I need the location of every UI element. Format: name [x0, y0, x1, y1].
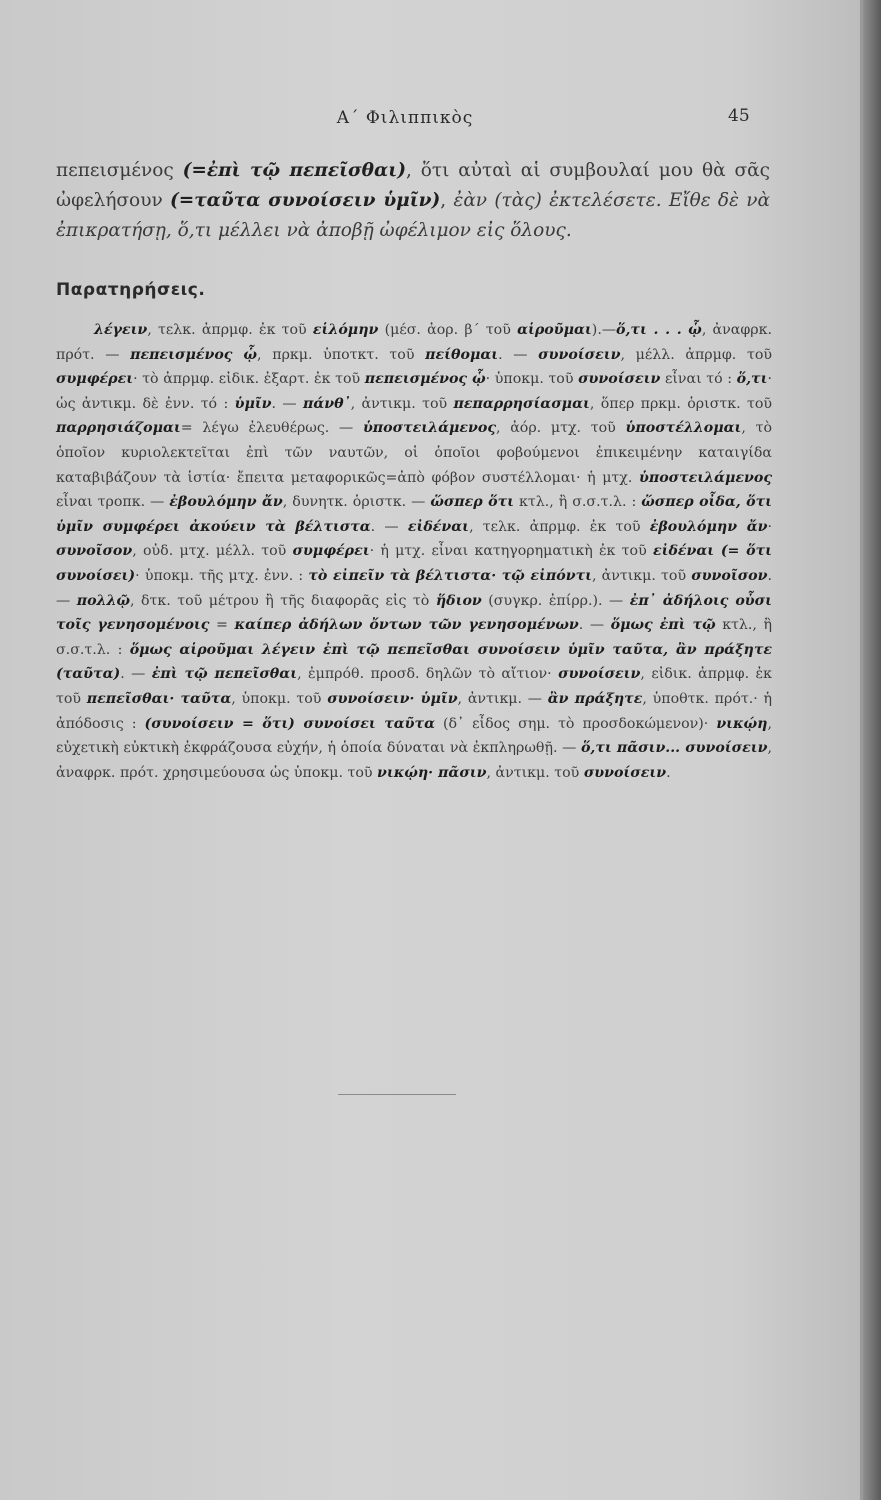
note-text: · ὡς ἀντικμ. δὲ ἐνν. τό : — [56, 371, 772, 412]
note-term: πεπεισμένος ᾧ — [364, 371, 486, 388]
note-term: συνοίσειν — [583, 764, 667, 781]
translation-text: πεπεισμένος — [56, 160, 183, 181]
note-text: , εἰδικ. ἀπρμφ. ἐκ τοῦ — [56, 666, 773, 707]
translation-text-italic: ἐὰν (τὰς) ἐκτελέσετε. Εἴθε δὲ νὰ ἐπικρατήσῃ, ὅ,τι μέλλει νὰ ἀποβῇ ὠφέλιμον εἰς ὅλους. — [56, 190, 770, 241]
note-text: (συγκρ. ἐπίρρ.). — — [481, 592, 630, 609]
note-text: , ὅπερ πρκμ. ὁριστκ. τοῦ — [589, 395, 772, 412]
running-title: Α΄ Φιλιππικὸς — [336, 108, 474, 128]
note-term: ὥσπερ ὅτι — [430, 494, 515, 511]
note-term: συμφέρει — [292, 543, 370, 560]
page-edge — [863, 0, 881, 1500]
note-term: ἂν πράξητε — [547, 690, 643, 707]
notes-section — [56, 318, 772, 785]
note-term: συνοίσειν — [578, 371, 661, 388]
note-term: εἰδέναι (= ὅτι συνοίσει) — [56, 543, 772, 584]
note-text: , ἀντικμ. — — [457, 690, 548, 707]
note-term: ὥσπερ οἶδα, ὅτι ὑμῖν συμφέρει ἀκούειν τὰ βέλτιστα — [56, 494, 773, 535]
note-term: καίπερ ἀδήλων ὄντων τῶν γενησομένων — [234, 617, 579, 634]
note-text: , ἀόρ. μτχ. τοῦ — [495, 420, 626, 437]
note-term: πάνθ᾽ — [302, 395, 351, 412]
note-term: πεπαρρησίασμαι — [453, 395, 590, 412]
note-term: ἐπ᾽ ἀδήλοις οὖσι τοῖς γενησομένοις — [56, 592, 772, 634]
note-term: ὑποστειλάμενος — [362, 420, 496, 437]
note-text: κτλ., ἢ σ.σ.τ.λ. : — [514, 494, 642, 511]
note-text: , ἐμπρόθ. προσδ. δηλῶν τὸ αἴτιον· — [297, 666, 559, 683]
note-text: , ὑποθτκ. πρότ.· ἡ ἀπόδοσις : — [56, 690, 772, 732]
page-number: 45 — [728, 106, 750, 126]
note-text: , πρκμ. ὑποτκτ. τοῦ — [257, 346, 426, 363]
note-term: συνοῖσον — [691, 567, 768, 584]
note-text: = λέγω ἐλευθέρως. — — [180, 420, 363, 437]
note-text: ).— — [591, 322, 617, 338]
translation-text: , ὅτι αὐταὶ αἱ συμβουλαί μου θὰ σᾶς ὠφελήσουν — [56, 160, 771, 211]
note-term: συνοίσειν· ὑμῖν — [327, 690, 458, 707]
note-term: ὑμῖν — [234, 395, 272, 412]
note-text: . — — [370, 518, 408, 535]
translation-gloss: (=ἐπὶ τῷ πεπεῖσθαι) — [182, 160, 406, 181]
note-text: · ὑποκμ. τοῦ — [485, 371, 579, 388]
note-text: · ὑποκμ. τῆς μτχ. ἐνν. : — [135, 567, 309, 584]
note-text: , ὑποκμ. τοῦ — [231, 690, 328, 707]
note-text: , δυνητκ. ὁριστκ. — — [282, 494, 431, 511]
section-heading: Παρατηρήσεις. — [56, 280, 206, 300]
note-text: (μέσ. ἀορ. β΄ τοῦ — [378, 322, 518, 338]
note-term: ἐβουλόμην ἄν — [649, 518, 768, 535]
note-term: νικῴη — [716, 715, 768, 732]
note-text: . — [666, 764, 671, 781]
page-header — [0, 104, 866, 134]
end-rule — [338, 1094, 456, 1095]
note-term: πείθομαι — [425, 346, 499, 363]
note-term: τὸ εἰπεῖν τὰ βέλτιστα· τῷ εἰπόντι — [308, 567, 592, 584]
note-text: , τελκ. ἀπρμφ. ἐκ τοῦ — [147, 322, 313, 338]
note-term: (συνοίσειν = ὅτι) συνοίσει ταῦτα — [144, 715, 435, 732]
note-term: νικῴη· πᾶσιν — [377, 764, 487, 781]
note-text: εἶναι τό : — [660, 371, 737, 388]
note-text: , ἀντικμ. τοῦ — [350, 395, 454, 412]
note-text: . — — [271, 395, 303, 412]
note-term: συνοίσειν — [538, 346, 621, 363]
note-term: ἐβουλόμην ἄν — [169, 494, 283, 511]
note-term: ἐπὶ τῷ πεπεῖσθαι — [151, 666, 298, 683]
note-text: · — [767, 518, 772, 535]
note-term: ὅ,τι — [736, 371, 768, 388]
note-text: · τὸ ἀπρμφ. εἰδικ. ἐξαρτ. ἐκ τοῦ — [133, 371, 365, 388]
note-text: , ἀναφρκ. πρότ. χρησιμεύουσα ὡς ὑποκμ. τοῦ — [56, 740, 772, 781]
note-term: ὅμως ἐπὶ τῷ — [610, 617, 716, 634]
note-text: εἶναι τροπκ. — — [56, 494, 170, 511]
note-term: αἱροῦμαι — [517, 322, 592, 338]
note-term: εἰδέναι — [407, 518, 470, 535]
note-text: , ἀναφρκ. πρότ. — — [56, 322, 772, 363]
note-text: , τελκ. ἀπρμφ. ἐκ τοῦ — [469, 518, 650, 535]
note-term: εἱλόμην — [312, 322, 379, 338]
note-text: , οὐδ. μτχ. μέλλ. τοῦ — [132, 543, 293, 560]
note-term: ἥδιον — [435, 592, 482, 609]
note-text: · ἡ μτχ. εἶναι κατηγορηματικὴ ἐκ τοῦ — [369, 543, 653, 560]
note-term: ὅμως αἱροῦμαι λέγειν ἐπὶ τῷ πεπεῖσθαι συνοίσειν ὑμῖν ταῦτα, ἂν πράξητε (ταῦτα) — [56, 641, 772, 683]
note-text: = — [209, 617, 235, 634]
note-term: ὅ,τι . . . ᾧ — [616, 322, 702, 338]
note-text: , τὸ ὁποῖον κυριολεκτεῖται ἐπὶ τῶν ναυτῶν, οἱ ὁποῖοι φοβούμενοι ἐπικειμένην καταιγίδα καταβιβάζουν τὰ ἱστία· ἔπειτα μεταφορικῶς=ἀπὸ φόβον συστέλλομαι· ἡ μτχ. — [56, 420, 772, 486]
note-text: , ἀντικμ. τοῦ — [486, 764, 584, 781]
note-text: κτλ., ἢ σ.σ.τ.λ. : — [56, 617, 773, 658]
note-text: , μέλλ. ἀπρμφ. τοῦ — [620, 346, 772, 363]
note-term: παρρησιάζομαι — [56, 420, 181, 437]
notes-paragraph — [56, 318, 772, 785]
note-term: συνοίσειν — [558, 666, 641, 683]
note-text: , εὐχετικὴ εὐκτικὴ ἐκφράζουσα εὐχήν, ἡ ὁποία δύναται νὰ ἐκπληρωθῇ. — — [56, 715, 772, 757]
note-term: ὅ,τι πᾶσιν... συνοίσειν — [580, 740, 768, 757]
note-text: (δ᾽ εἶδος σημ. τὸ προσδοκώμενον)· — [434, 715, 717, 732]
translation-text: , — [440, 190, 454, 211]
note-term: πεπεῖσθαι· ταῦτα — [86, 690, 232, 707]
note-text: , ἀντικμ. τοῦ — [591, 567, 692, 584]
note-text: . — — [120, 666, 152, 683]
note-text: . — — [498, 346, 539, 363]
note-term: πεπεισμένος ᾧ — [130, 346, 258, 363]
note-text: . — — [578, 617, 611, 634]
note-term: ὑποστέλλομαι — [625, 420, 742, 437]
note-term: ὑποστειλάμενος — [638, 469, 772, 486]
note-term: συμφέρει — [56, 371, 134, 388]
translation-paragraph — [56, 156, 770, 246]
note-term: συνοῖσον — [56, 543, 133, 560]
note-text: , δτκ. τοῦ μέτρου ἢ τῆς διαφορᾶς εἰς τὸ — [129, 592, 436, 609]
note-term: λέγειν — [94, 322, 148, 338]
note-text: . — — [56, 567, 772, 609]
note-term: πολλῷ — [76, 592, 130, 609]
translation-gloss: (=ταῦτα συνοίσειν ὑμῖν) — [169, 190, 441, 211]
